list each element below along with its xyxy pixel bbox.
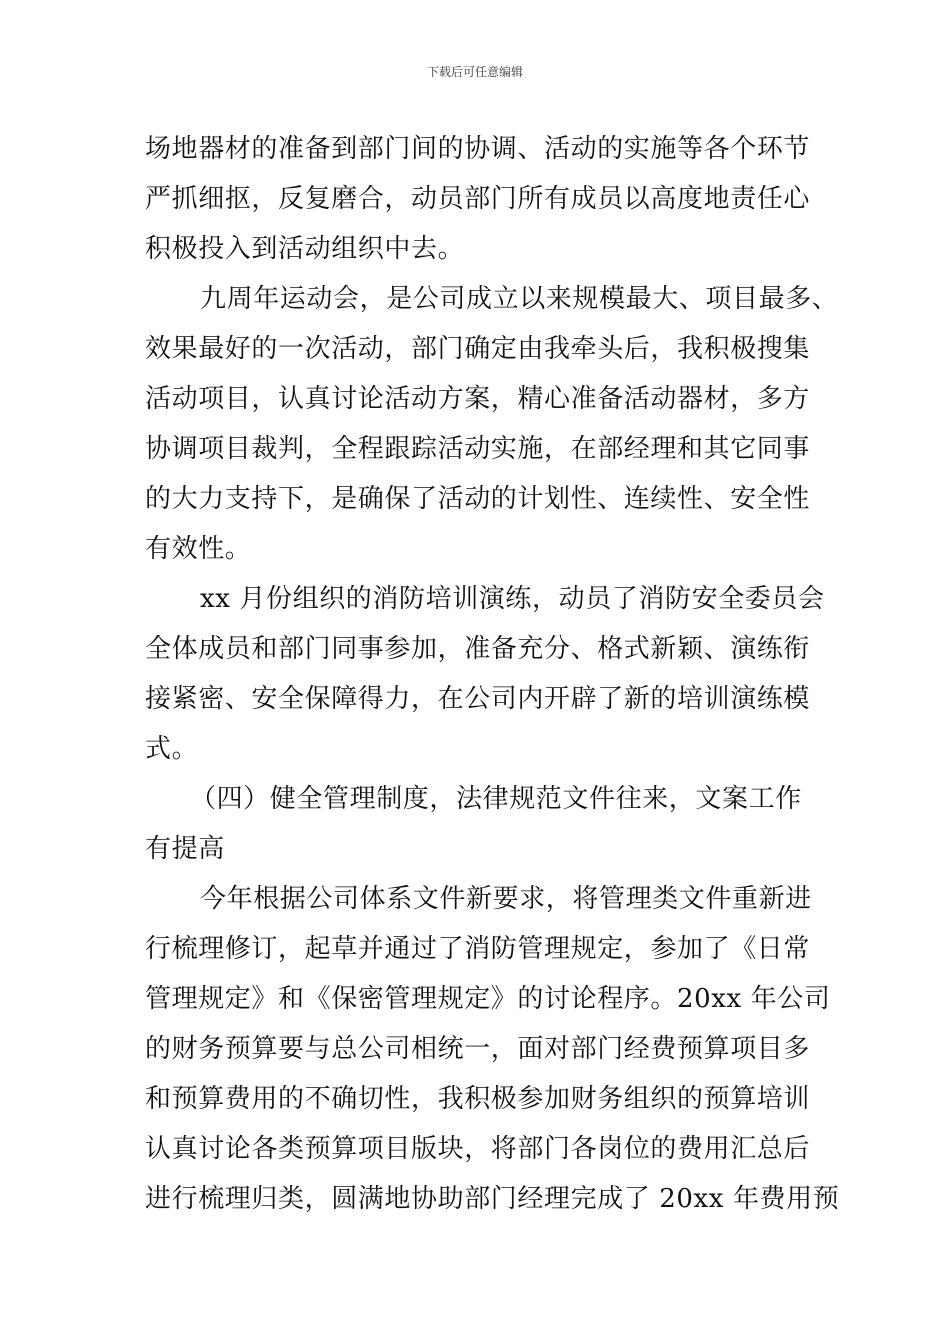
paragraph-line: 接紧密、安全保障得力，在公司内开辟了新的培训演练模 [145,684,811,714]
paragraph-line: 协调项目裁判，全程跟踪活动实施，在部经理和其它同事 [145,434,811,464]
paragraph-line: 管理规定》和《保密管理规定》的讨论程序。20xx 年公司 [145,984,831,1014]
paragraph-line: 的财务预算要与总公司相统一，面对部门经费预算项目多 [145,1034,811,1064]
paragraph-line: 和预算费用的不确切性，我积极参加财务组织的预算培训 [145,1084,811,1114]
paragraph-line: 场地器材的准备到部门间的协调、活动的实施等各个环节 [145,134,811,164]
page-header: 下载后可任意编辑 [426,65,523,79]
paragraph-line: 九周年运动会，是公司成立以来规模最大、项目最多、 [200,284,839,314]
paragraph-line: 式。 [145,734,199,764]
paragraph-line: 活动项目，认真讨论活动方案，精心准备活动器材，多方 [145,384,811,414]
section-heading-line: 有提高 [145,834,225,864]
section-heading-line: （四）健全管理制度，法律规范文件往来，文案工作 [190,784,802,814]
paragraph-line: 进行梳理归类，圆满地协助部门经理完成了 20xx 年费用预 [145,1184,840,1214]
paragraph-line: 的大力支持下，是确保了活动的计划性、连续性、安全性 [145,484,811,514]
paragraph-line: 积极投入到活动组织中去。 [145,234,465,264]
paragraph-line: 效果最好的一次活动，部门确定由我牵头后，我积极搜集 [145,334,811,364]
paragraph-line: 有效性。 [145,534,252,564]
paragraph-line: 全体成员和部门同事参加，准备充分、格式新颖、演练衔 [145,634,811,664]
paragraph-line: 今年根据公司体系文件新要求，将管理类文件重新进 [200,884,812,914]
paragraph-line: 认真讨论各类预算项目版块，将部门各岗位的费用汇总后 [145,1134,811,1164]
paragraph-line: 行梳理修订，起草并通过了消防管理规定，参加了《日常 [145,934,811,964]
paragraph-line: xx 月份组织的消防培训演练，动员了消防安全委员会 [200,584,825,614]
paragraph-line: 严抓细抠，反复磨合，动员部门所有成员以高度地责任心 [145,184,811,214]
